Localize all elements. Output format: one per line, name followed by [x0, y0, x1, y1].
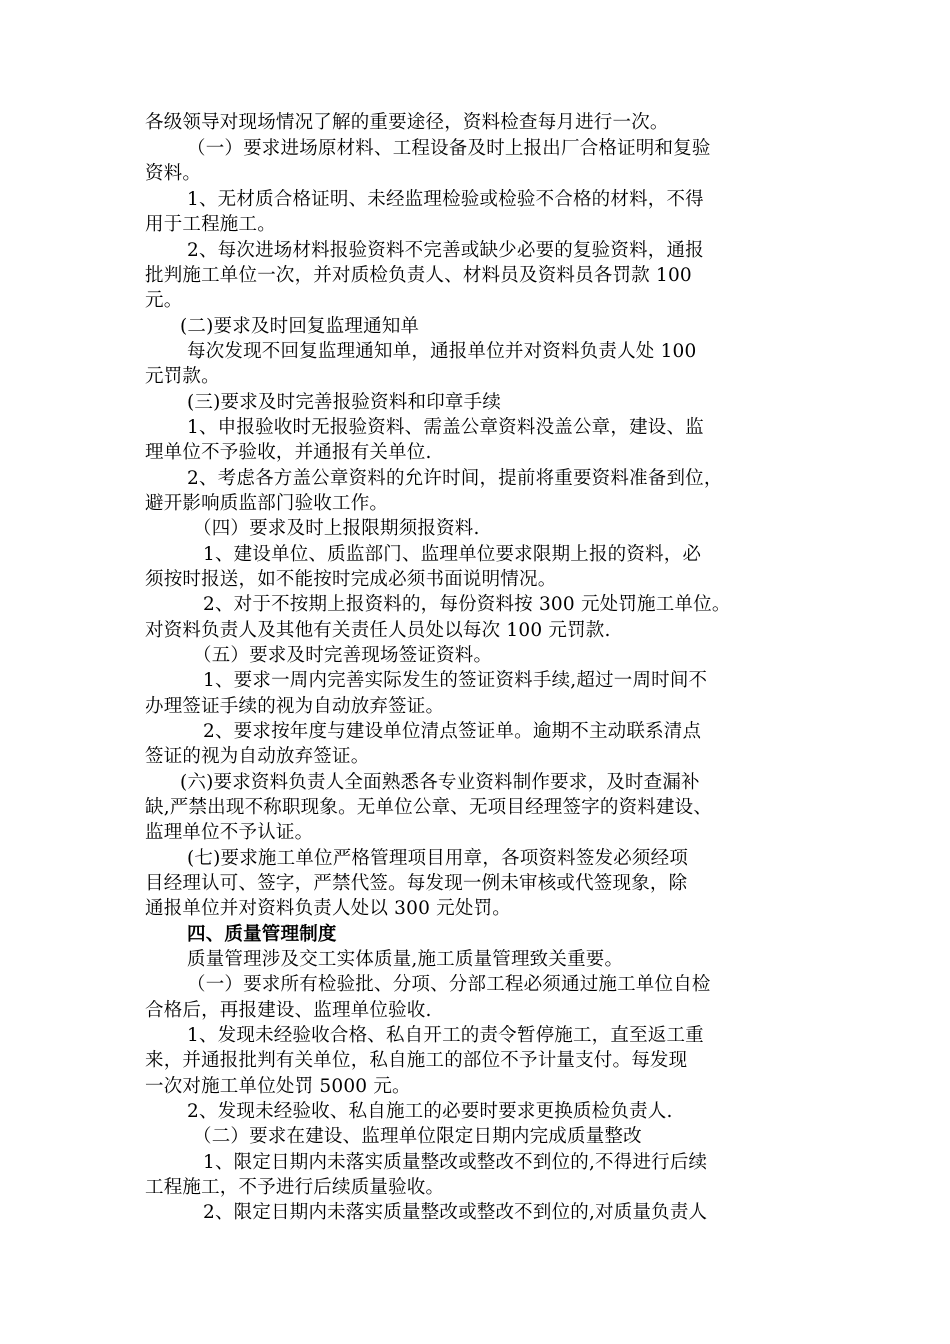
text-line: 每次发现不回复监理通知单，通报单位并对资料负责人处 100: [187, 341, 697, 362]
text-line: 2、考虑各方盖公章资料的允许时间，提前将重要资料准备到位，: [187, 468, 723, 489]
text-line: 批判施工单位一次，并对质检负责人、材料员及资料员各罚款 100: [145, 265, 692, 286]
text-line: (七)要求施工单位严格管理项目用章，各项资料签发必须经项: [187, 848, 689, 869]
text-line: 用于工程施工。: [145, 214, 276, 235]
text-line: 目经理认可、签字，严禁代签。每发现一例未审核或代签现象，除: [145, 873, 688, 894]
text-line: 2、发现未经验收、私自施工的必要时要求更换质检负责人.: [187, 1101, 673, 1122]
text-line: 对资料负责人及其他有关责任人员处以每次 100 元罚款.: [145, 620, 611, 641]
text-line: （一）要求进场原材料、工程设备及时上报出厂合格证明和复验: [187, 138, 711, 159]
text-line: 须按时报送，如不能按时完成必须书面说明情况。: [145, 569, 557, 590]
text-line: 通报单位并对资料负责人处以 300 元处罚。: [145, 898, 511, 919]
text-line: 签证的视为自动放弃签证。: [145, 746, 370, 767]
text-line: 质量管理涉及交工实体质量,施工质量管理致关重要。: [187, 949, 624, 970]
text-line: 元。: [145, 290, 183, 311]
text-line: 2、每次进场材料报验资料不完善或缺少必要的复验资料，通报: [187, 240, 704, 261]
text-line: 一次对施工单位处罚 5000 元。: [145, 1076, 411, 1097]
text-line: 缺,严禁出现不称职现象。无单位公章、无项目经理签字的资料建设、: [145, 797, 713, 818]
text-line: (二)要求及时回复监理通知单: [180, 316, 420, 337]
text-line: （五）要求及时完善现场签证资料。: [193, 645, 493, 666]
text-line: (三)要求及时完善报验资料和印章手续: [187, 392, 502, 413]
text-line: 理单位不予验收，并通报有关单位.: [145, 442, 432, 463]
text-line: 1、申报验收时无报验资料、需盖公章资料没盖公章，建设、监: [187, 417, 704, 438]
text-line: 1、要求一周内完善实际发生的签证资料手续,超过一周时间不: [203, 670, 708, 691]
text-line: 来，并通报批判有关单位，私自施工的部位不予计量支付。每发现: [145, 1050, 688, 1071]
section-heading: 四、质量管理制度: [187, 924, 337, 945]
text-line: 办理签证手续的视为自动放弃签证。: [145, 696, 445, 717]
text-line: (六)要求资料负责人全面熟悉各专业资料制作要求，及时查漏补: [180, 772, 700, 793]
text-line: 2、限定日期内未落实质量整改或整改不到位的,对质量负责人: [203, 1202, 708, 1223]
text-line: 1、发现未经验收合格、私自开工的责令暂停施工，直至返工重: [187, 1025, 704, 1046]
text-line: 1、无材质合格证明、未经监理检验或检验不合格的材料，不得: [187, 189, 704, 210]
text-line: 监理单位不予认证。: [145, 822, 314, 843]
text-line: 2、对于不按期上报资料的，每份资料按 300 元处罚施工单位。: [203, 594, 731, 615]
text-line: （四）要求及时上报限期须报资料.: [193, 518, 480, 539]
text-line: 工程施工，不予进行后续质量验收。: [145, 1177, 445, 1198]
text-line: 1、建设单位、质监部门、监理单位要求限期上报的资料，必: [203, 544, 702, 565]
text-line: 合格后，再报建设、监理单位验收.: [145, 1000, 432, 1021]
text-line: 2、要求按年度与建设单位清点签证单。逾期不主动联系清点: [203, 721, 702, 742]
text-line: 元罚款。: [145, 366, 220, 387]
text-line: 各级领导对现场情况了解的重要途径，资料检查每月进行一次。: [145, 112, 669, 133]
text-line: 资料。: [145, 163, 202, 184]
text-line: 避开影响质监部门验收工作。: [145, 493, 389, 514]
text-line: （一）要求所有检验批、分项、分部工程必须通过施工单位自检: [187, 974, 711, 995]
text-line: 1、限定日期内未落实质量整改或整改不到位的,不得进行后续: [203, 1152, 708, 1173]
text-line: （二）要求在建设、监理单位限定日期内完成质量整改: [193, 1126, 642, 1147]
